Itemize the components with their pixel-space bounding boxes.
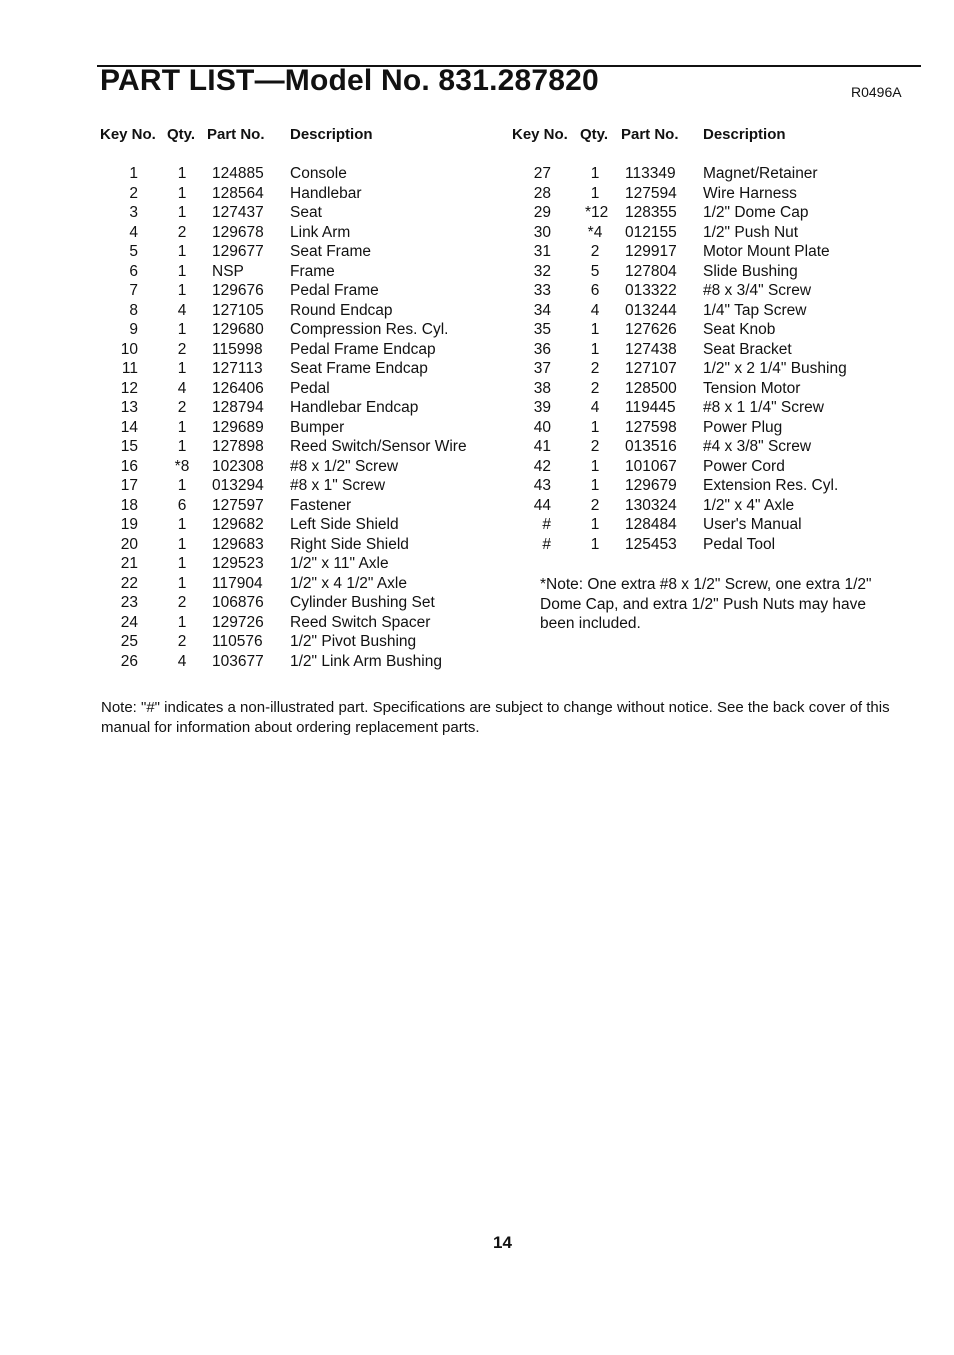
key-cell: 26 (120, 652, 138, 670)
qty-cell: 1 (590, 184, 600, 202)
key-cell: 25 (120, 633, 138, 650)
key-cell: # (542, 535, 551, 553)
key-cell: 24 (120, 613, 138, 631)
qty-cell: 2 (177, 399, 187, 416)
part-number-cell: 129689 (212, 418, 264, 436)
key-cell: 39 (533, 399, 551, 416)
key-cell: 5 (129, 243, 138, 260)
key-cell: 41 (533, 438, 551, 455)
qty-cell: 2 (177, 223, 187, 241)
description-cell: Frame (290, 262, 335, 280)
part-number-cell: 106876 (212, 594, 264, 611)
key-cell: 32 (533, 262, 551, 280)
part-number-cell: 127898 (212, 438, 264, 455)
part-number-cell: 127804 (625, 262, 677, 280)
key-cell: 30 (533, 223, 551, 241)
key-cell: 33 (533, 282, 551, 299)
qty-cell: 4 (177, 379, 187, 397)
description-cell: 1/4" Tap Screw (703, 301, 807, 319)
qty-cell: 1 (177, 613, 187, 631)
key-cell: 42 (533, 457, 551, 475)
part-number-cell: 126406 (212, 379, 264, 397)
non-illustrated-note: Note: "#" indicates a non-illustrated part. Specifications are subject to change without notice. See the back cover of this manual for information about ordering replacement parts. (101, 699, 890, 736)
qty-cell: 2 (177, 633, 187, 650)
qty-cell: 2 (590, 379, 600, 397)
key-cell: 23 (120, 594, 138, 611)
description-cell: Left Side Shield (290, 516, 399, 533)
description-cell: Seat Frame (290, 243, 371, 260)
right-header-desc: Description (703, 126, 786, 143)
key-cell: 38 (533, 379, 551, 397)
part-number-cell: 119445 (625, 399, 676, 416)
key-cell: 28 (533, 184, 551, 202)
part-number-cell: 129676 (212, 282, 264, 299)
part-number-cell: 128500 (625, 379, 677, 397)
qty-cell: 4 (590, 399, 600, 416)
description-cell: Wire Harness (703, 184, 797, 202)
qty-cell: 1 (177, 360, 187, 377)
qty-cell: 4 (590, 301, 600, 319)
qty-cell: 6 (590, 282, 600, 299)
document-code: R0496A (851, 84, 902, 100)
key-cell: 4 (129, 223, 138, 241)
part-number-cell: 129680 (212, 321, 264, 338)
description-cell: Console (290, 165, 347, 182)
description-cell: Motor Mount Plate (703, 243, 830, 260)
description-cell: Power Plug (703, 418, 783, 436)
part-number-cell: 110576 (212, 633, 263, 650)
description-cell: Handlebar (290, 184, 362, 202)
part-number-cell: 113349 (625, 165, 676, 182)
part-number-cell: 013322 (625, 282, 677, 299)
qty-cell: *8 (174, 457, 190, 475)
description-cell: Seat (290, 204, 322, 221)
description-cell: User's Manual (703, 516, 802, 533)
key-cell: 10 (120, 340, 138, 358)
key-cell: 17 (120, 477, 138, 494)
key-cell: 36 (533, 340, 551, 358)
qty-cell: 1 (177, 262, 187, 280)
description-cell: #8 x 1" Screw (290, 477, 386, 494)
part-number-cell: 128564 (212, 184, 264, 202)
qty-cell: 2 (177, 340, 187, 358)
key-cell: 16 (120, 457, 138, 475)
description-cell: #4 x 3/8" Screw (703, 438, 812, 455)
left-header-key: Key No. (100, 126, 156, 143)
description-cell: #8 x 1/2" Screw (290, 457, 399, 475)
qty-cell: 1 (177, 184, 187, 202)
qty-cell: 1 (177, 204, 187, 221)
qty-cell: 4 (177, 301, 187, 319)
key-cell: 40 (533, 418, 551, 436)
description-cell: Link Arm (290, 223, 351, 241)
qty-cell: 1 (177, 438, 187, 455)
qty-cell: 1 (590, 165, 600, 182)
page-title: PART LIST—Model No. 831.287820 (100, 64, 599, 97)
key-cell: 35 (533, 321, 551, 338)
description-cell: 1/2" x 4" Axle (703, 496, 795, 514)
part-number-cell: 127597 (212, 496, 264, 514)
qty-cell: 1 (177, 516, 187, 533)
part-number-cell: 013244 (625, 301, 677, 319)
description-cell: Compression Res. Cyl. (290, 321, 449, 338)
key-cell: 43 (533, 477, 551, 494)
right-header-key: Key No. (512, 126, 568, 143)
part-number-cell: 013516 (625, 438, 677, 455)
qty-cell: *12 (585, 204, 609, 221)
key-cell: 22 (120, 574, 138, 592)
part-number-cell: 115998 (212, 340, 263, 358)
key-cell: 7 (129, 282, 138, 299)
part-number-cell: 127437 (212, 204, 264, 221)
key-cell: 21 (120, 555, 138, 572)
key-cell: 13 (120, 399, 138, 416)
part-number-cell: 129523 (212, 555, 264, 572)
qty-cell: 1 (177, 555, 187, 572)
left-header-part: Part No. (207, 126, 265, 143)
qty-cell: 2 (177, 594, 187, 611)
extra-parts-note: *Note: One extra #8 x 1/2" Screw, one extra 1/2" Dome Cap, and extra 1/2" Push Nuts may have been included. (540, 576, 872, 632)
description-cell: Pedal Tool (703, 535, 776, 553)
part-number-cell: 128794 (212, 399, 264, 416)
key-cell: 37 (533, 360, 551, 377)
part-number-cell: 127594 (625, 184, 677, 202)
description-cell: Reed Switch/Sensor Wire (290, 438, 467, 455)
description-cell: Reed Switch Spacer (290, 613, 431, 631)
key-cell: 19 (120, 516, 138, 533)
key-cell: 9 (129, 321, 138, 338)
qty-cell: 1 (177, 535, 187, 553)
description-cell: 1/2" x 4 1/2" Axle (290, 574, 407, 592)
qty-cell: 1 (590, 340, 600, 358)
key-cell: 18 (120, 496, 138, 514)
description-cell: Fastener (290, 496, 352, 514)
key-cell: 29 (533, 204, 551, 221)
description-cell: Pedal Frame (290, 282, 379, 299)
key-cell: 31 (533, 243, 551, 260)
description-cell: Seat Frame Endcap (290, 360, 428, 377)
part-number-cell: 127626 (625, 321, 677, 338)
qty-cell: 1 (177, 574, 187, 592)
part-number-cell: 124885 (212, 165, 264, 182)
description-cell: #8 x 3/4" Screw (703, 282, 812, 299)
part-number-cell: 128484 (625, 516, 677, 533)
description-cell: Pedal (290, 379, 330, 397)
part-number-cell: 129917 (625, 243, 677, 260)
part-number-cell: 128355 (625, 204, 677, 221)
key-cell: 34 (533, 301, 551, 319)
part-number-cell: 117904 (212, 574, 263, 592)
qty-cell: 2 (590, 496, 600, 514)
key-cell: 3 (129, 204, 138, 221)
description-cell: 1/2" x 11" Axle (290, 555, 389, 572)
qty-cell: 1 (590, 477, 600, 494)
description-cell: 1/2" Push Nut (703, 223, 799, 241)
qty-cell: 1 (177, 477, 187, 494)
left-header-qty: Qty. (167, 126, 196, 143)
key-cell: 6 (129, 262, 138, 280)
key-cell: 11 (121, 360, 138, 377)
qty-cell: 5 (590, 262, 600, 280)
part-number-cell: 129683 (212, 535, 264, 553)
description-cell: Seat Bracket (703, 340, 792, 358)
part-number-cell: 129678 (212, 223, 264, 241)
qty-cell: 1 (177, 418, 187, 436)
description-cell: 1/2" Link Arm Bushing (290, 652, 442, 670)
description-cell: Right Side Shield (290, 535, 409, 553)
right-header-qty: Qty. (580, 126, 609, 143)
qty-cell: 1 (177, 321, 187, 338)
description-cell: 1/2" Dome Cap (703, 204, 809, 221)
part-number-cell: 013294 (212, 477, 264, 494)
key-cell: # (542, 516, 551, 533)
qty-cell: 1 (177, 165, 187, 182)
left-header-desc: Description (290, 126, 373, 143)
qty-cell: 2 (590, 243, 600, 260)
part-number-cell: 127598 (625, 418, 677, 436)
part-number-cell: 130324 (625, 496, 677, 514)
description-cell: 1/2" Pivot Bushing (290, 633, 417, 650)
qty-cell: 1 (177, 282, 187, 299)
key-cell: 20 (120, 535, 138, 553)
part-number-cell: 127113 (212, 360, 263, 377)
description-cell: 1/2" x 2 1/4" Bushing (703, 360, 847, 377)
qty-cell: 2 (590, 438, 600, 455)
part-number-cell: NSP (212, 262, 244, 280)
part-number-cell: 102308 (212, 457, 264, 475)
part-number-cell: 129679 (625, 477, 677, 494)
description-cell: Slide Bushing (703, 262, 798, 280)
description-cell: Bumper (290, 418, 345, 436)
qty-cell: *4 (587, 223, 603, 241)
part-number-cell: 012155 (625, 223, 677, 241)
key-cell: 14 (120, 418, 138, 436)
part-number-cell: 127438 (625, 340, 677, 358)
part-number-cell: 129677 (212, 243, 264, 260)
part-number-cell: 127107 (625, 360, 677, 377)
key-cell: 12 (120, 379, 138, 397)
key-cell: 15 (120, 438, 138, 455)
part-number-cell: 127105 (212, 301, 264, 319)
qty-cell: 1 (590, 457, 600, 475)
key-cell: 2 (129, 184, 138, 202)
key-cell: 27 (533, 165, 551, 182)
description-cell: Power Cord (703, 457, 785, 475)
key-cell: 44 (533, 496, 551, 514)
key-cell: 1 (129, 165, 138, 182)
qty-cell: 2 (590, 360, 600, 377)
qty-cell: 1 (590, 535, 600, 553)
part-number-cell: 103677 (212, 652, 264, 670)
qty-cell: 1 (590, 418, 600, 436)
description-cell: Cylinder Bushing Set (290, 594, 435, 611)
part-number-cell: 125453 (625, 535, 677, 553)
part-number-cell: 129682 (212, 516, 264, 533)
qty-cell: 1 (590, 321, 600, 338)
key-cell: 8 (129, 301, 138, 319)
qty-cell: 6 (177, 496, 187, 514)
description-cell: Magnet/Retainer (703, 165, 818, 182)
description-cell: Handlebar Endcap (290, 399, 419, 416)
description-cell: Seat Knob (703, 321, 776, 338)
qty-cell: 4 (177, 652, 187, 670)
description-cell: Round Endcap (290, 301, 393, 319)
description-cell: #8 x 1 1/4" Screw (703, 399, 824, 416)
qty-cell: 1 (590, 516, 600, 533)
description-cell: Pedal Frame Endcap (290, 340, 436, 358)
description-cell: Extension Res. Cyl. (703, 477, 839, 494)
description-cell: Tension Motor (703, 379, 801, 397)
right-header-part: Part No. (621, 126, 679, 143)
part-number-cell: 129726 (212, 613, 264, 631)
part-number-cell: 101067 (625, 457, 677, 475)
qty-cell: 1 (177, 243, 187, 260)
page-number: 14 (493, 1233, 512, 1252)
